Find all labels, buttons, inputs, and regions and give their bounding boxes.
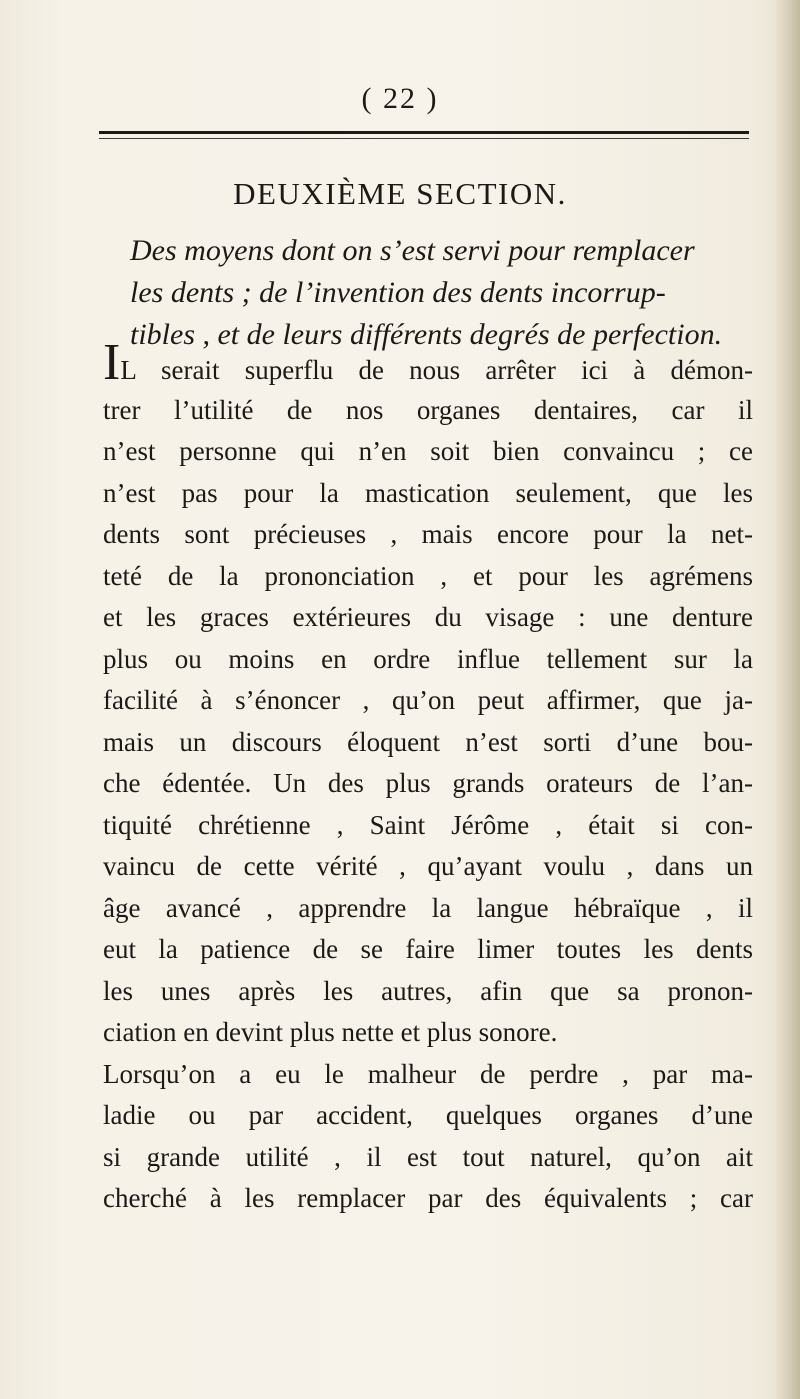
body-line: plus ou moins en ordre influe tellement sur la — [103, 643, 753, 674]
body-line: si grande utilité , il est tout naturel, qu’on ait — [103, 1141, 753, 1172]
body-line: cherché à les remplacer par des équivalents ; car — [103, 1183, 753, 1213]
body-line: che édentée. Un des plus grands orateurs de l’an- — [103, 768, 753, 798]
subtitle-line: Des moyens dont on s’est servi pour remplacer — [130, 234, 695, 267]
body-line: n’est personne qui n’en soit bien convaincu ; ce — [103, 436, 753, 466]
body-line: teté de la prononciation , et pour les agrémens — [103, 560, 753, 591]
body-line: ladie ou par accident, quelques organes d’une — [103, 1100, 753, 1130]
body-line: tiquité chrétienne , Saint Jérôme , était si con- — [103, 809, 753, 840]
body-line: facilité à s’énoncer , qu’on peut affirmer, que ja- — [103, 685, 753, 715]
body-line: ciation en devint plus nette et plus sonore. — [103, 1017, 558, 1047]
section-subtitle — [100, 230, 750, 356]
body-line: vaincu de cette vérité , qu’ayant voulu , dans un — [103, 851, 753, 881]
header-rule-thin — [99, 138, 749, 139]
page-number: ( 22 ) — [361, 82, 439, 115]
body-line: trer l’utilité de nos organes dentaires, car il — [103, 394, 753, 425]
body-line: n’est pas pour la mastication seulement, que les — [103, 477, 753, 508]
body-line: mais un discours éloquent n’est sorti d’une bou- — [103, 726, 753, 757]
body-first-line-text: L serait superflu de nous arrêter ici à démon- — [120, 355, 753, 385]
body-line: dents sont précieuses , mais encore pour la net- — [103, 519, 753, 549]
subtitle-line: tibles , et de leurs différents degrés de perfection. — [130, 318, 723, 351]
subtitle-line: les dents ; de l’invention des dents incorrup- — [130, 276, 666, 309]
body-line: âge avancé , apprendre la langue hébraïque , il — [103, 892, 753, 923]
body-line: Lorsqu’on a eu le malheur de perdre , par ma- — [103, 1058, 753, 1089]
header-rule-thick — [99, 131, 749, 134]
body-line: les unes après les autres, afin que sa pronon- — [103, 975, 753, 1006]
body-line: eut la patience de se faire limer toutes les dents — [103, 934, 753, 964]
body-line: et les graces extérieures du visage : une denture — [103, 602, 753, 632]
section-title: DEUXIÈME SECTION. — [233, 176, 567, 211]
drop-cap: I — [103, 334, 121, 391]
